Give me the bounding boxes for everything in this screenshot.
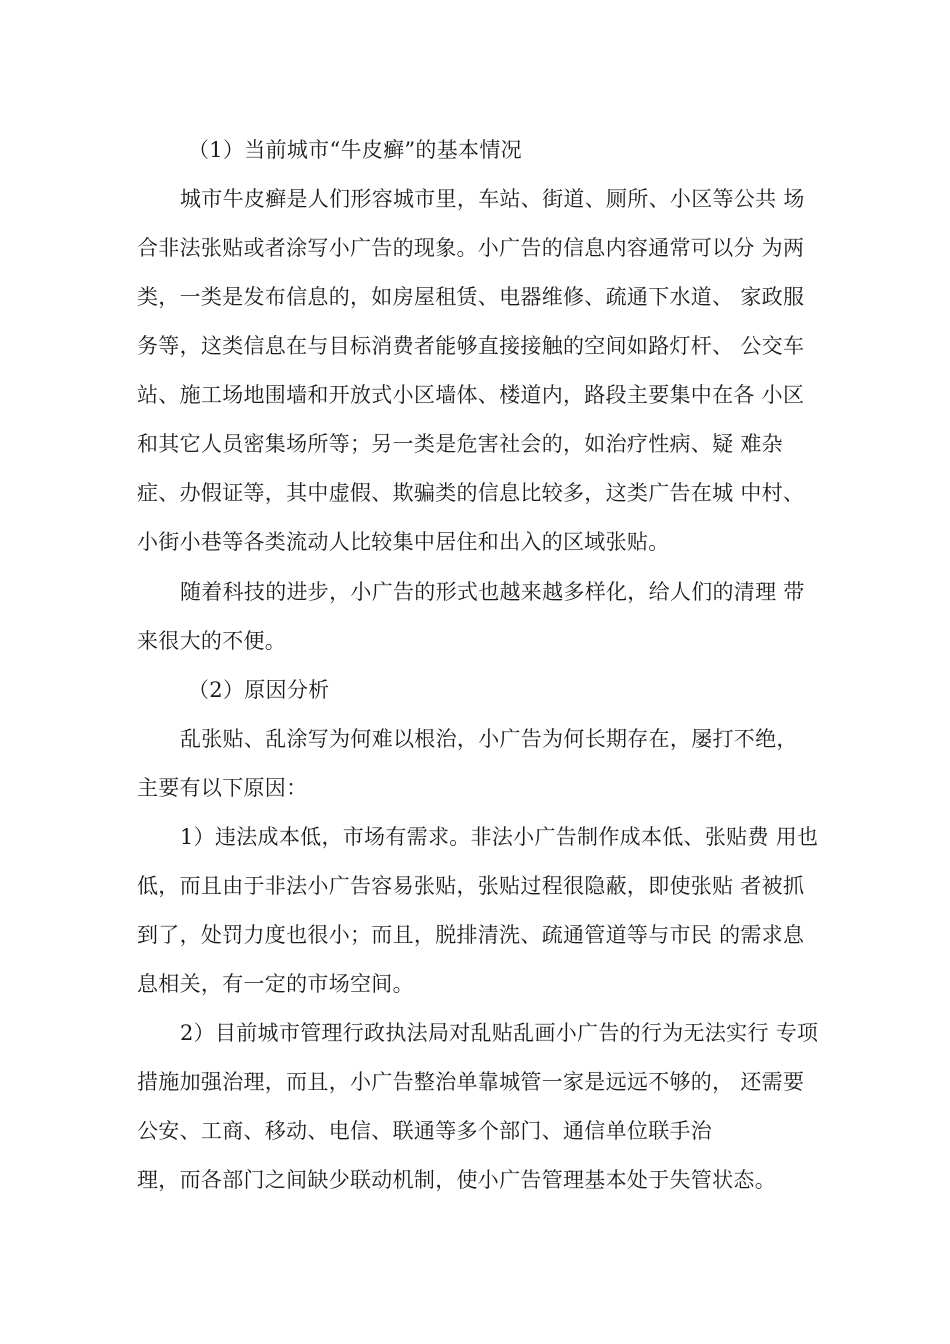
paragraph-line: 低，而且由于非法小广告容易张贴，张贴过程很隐蔽，即使张贴 者被抓 (137, 874, 805, 898)
paragraph-line: 公安、工商、移动、电信、联通等多个部门、通信单位联手治 (137, 1119, 713, 1143)
paragraph-line: 城市牛皮癣是人们形容城市里，车站、街道、厕所、小区等公共 场 (180, 187, 805, 211)
paragraph-line: 站、施工场地围墙和开放式小区墙体、楼道内，路段主要集中在各 小区 (137, 383, 805, 407)
paragraph-line: 和其它人员密集场所等；另一类是危害社会的，如治疗性病、疑 难杂 (137, 432, 783, 456)
paragraph-line: 到了，处罚力度也很小；而且，脱排清洗、疏通管道等与市民 的需求息 (137, 923, 805, 947)
paragraph-line: 乱张贴、乱涂写为何难以根治，小广告为何长期存在，屡打不绝， (180, 727, 798, 751)
paragraph-line: 小街小巷等各类流动人比较集中居住和出入的区域张贴。 (137, 530, 670, 554)
paragraph-line: 类，一类是发布信息的，如房屋租赁、电器维修、疏通下水道、 家政服 (137, 285, 805, 309)
paragraph-line: 理，而各部门之间缺少联动机制，使小广告管理基本处于失管状态。 (137, 1168, 776, 1192)
paragraph-line: 合非法张贴或者涂写小广告的现象。小广告的信息内容通常可以分 为两 (137, 236, 805, 260)
paragraph-line: 措施加强治理，而且，小广告整治单靠城管一家是远远不够的， 还需要 (137, 1070, 805, 1094)
paragraph-line: 主要有以下原因： (137, 776, 308, 800)
paragraph-line: 务等，这类信息在与目标消费者能够直接接触的空间如路灯杆、 公交车 (137, 334, 805, 358)
paragraph-line: 来很大的不便。 (137, 629, 287, 653)
paragraph-line: 随着科技的进步，小广告的形式也越来越多样化，给人们的清理 带 (180, 580, 805, 604)
list-item-line: 1）违法成本低，市场有需求。非法小广告制作成本低、张贴费 用也 (180, 825, 819, 849)
section-heading-2: （2）原因分析 (188, 678, 330, 702)
paragraph-line: 息相关，有一定的市场空间。 (137, 972, 414, 996)
list-item-line: 2）目前城市管理行政执法局对乱贴乱画小广告的行为无法实行 专项 (180, 1021, 819, 1045)
paragraph-line: 症、办假证等，其中虚假、欺骗类的信息比较多，这类广告在城 中村、 (137, 481, 805, 505)
section-heading-1: （1）当前城市“牛皮癣”的基本情况 (188, 138, 522, 162)
